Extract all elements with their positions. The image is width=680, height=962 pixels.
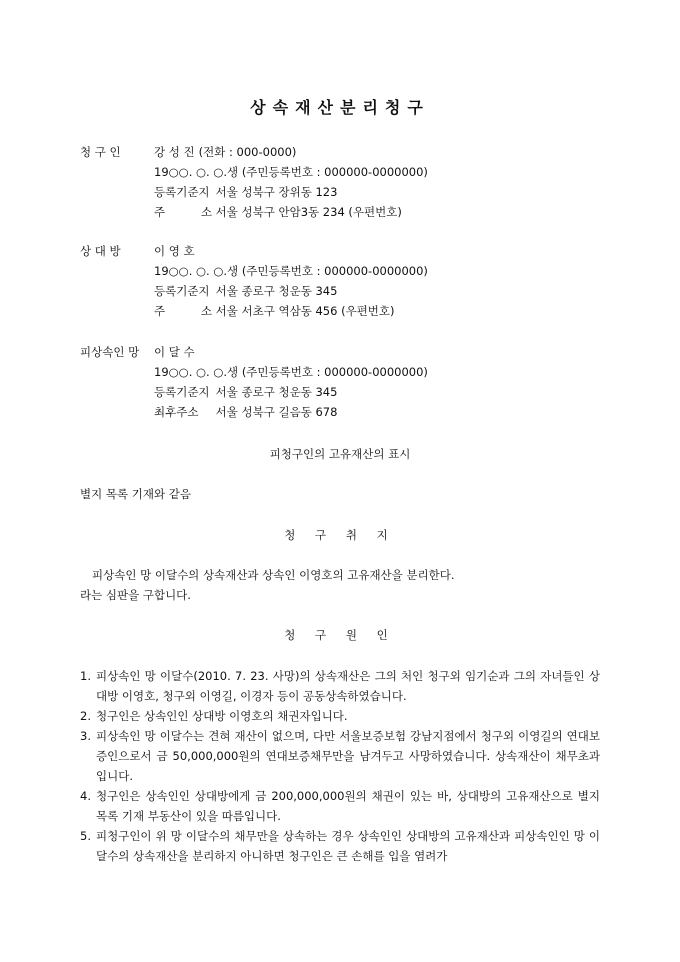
cause-item-2 (80, 706, 600, 726)
cause-list (80, 666, 600, 866)
claimant-phone: (전화 : 000-0000) (198, 145, 297, 159)
cause-number: 1. (80, 669, 91, 683)
respondent-registry: 서울 종로구 청운동 345 (215, 284, 338, 298)
document-title: 상속재산분리청구 (250, 98, 430, 117)
deceased-role: 피상속인 망 (80, 345, 140, 359)
deceased-name: 이 달 수 (154, 345, 195, 359)
respondent-registry-label: 등록기준지 (154, 284, 210, 298)
purpose-line-2: 라는 심판을 구합니다. (80, 588, 191, 602)
respondent-name: 이 영 호 (154, 244, 195, 258)
property-text: 별지 목록 기재와 같음 (80, 487, 191, 501)
deceased-registry: 서울 종로구 청운동 345 (215, 385, 338, 399)
cause-item-1 (80, 666, 600, 706)
cause-number: 3. (80, 729, 91, 743)
cause-text: 피청구인이 위 망 이달수의 채무만을 상속하는 경우 상속인인 상대방의 고유재산과 피상속인인 망 이달수의 상속재산을 분리하지 아니하면 청구인은 큰 손해를 입을 염려가 (96, 829, 600, 863)
cause-text: 청구인은 상속인인 상대방 이영호의 채권자입니다. (96, 709, 348, 723)
cause-number: 5. (80, 829, 91, 843)
deceased-address: 서울 성북구 길음동 678 (215, 405, 338, 419)
claimant-name: 강 성 진 (154, 145, 195, 159)
cause-item-3 (80, 726, 600, 786)
cause-number: 4. (80, 789, 91, 803)
claimant-address: 서울 성북구 안암3동 234 (우편번호) (215, 205, 402, 219)
claimant-block (80, 142, 640, 222)
deceased-birth: 19○○. ○. ○.생 (주민등록번호 : 000000-0000000) (154, 365, 428, 379)
cause-text: 피상속인 망 이달수(2010. 7. 23. 사망)의 상속재산은 그의 처인 청구외 임기순과 그의 자녀들인 상대방 이영호, 청구외 이영길, 이경자 등이 공동상속하였습니다. (96, 669, 600, 703)
claimant-registry-label: 등록기준지 (154, 185, 210, 199)
cause-text: 청구인은 상속인인 상대방에게 금 200,000,000원의 채권이 있는 바, 상대방의 고유재산으로 별지 목록 기재 부동산이 있을 따름입니다. (96, 789, 600, 823)
property-heading: 피청구인의 고유재산의 표시 (269, 447, 411, 461)
claimant-role: 청 구 인 (80, 145, 121, 159)
respondent-role: 상 대 방 (80, 244, 121, 258)
claimant-birth: 19○○. ○. ○.생 (주민등록번호 : 000000-0000000) (154, 165, 428, 179)
cause-item-4 (80, 786, 600, 826)
claimant-address-label: 주 소 (154, 205, 212, 219)
cause-item-5 (80, 826, 600, 866)
cause-number: 2. (80, 709, 91, 723)
deceased-registry-label: 등록기준지 (154, 385, 210, 399)
respondent-block (80, 241, 640, 321)
respondent-birth: 19○○. ○. ○.생 (주민등록번호 : 000000-0000000) (154, 264, 428, 278)
respondent-address: 서울 서초구 역삼동 456 (우편번호) (215, 304, 395, 318)
cause-text: 피상속인 망 이달수는 견혀 재산이 없으며, 다만 서울보증보험 강남지점에서 청구외 이영길의 연대보증인으로서 금 50,000,000원의 연대보증채무만을 남겨두고 사망하였습니다. 상속재산이 채무초과입니다. (96, 729, 600, 783)
deceased-address-label: 최후주소 (154, 405, 199, 419)
deceased-block (80, 342, 640, 422)
claimant-registry: 서울 성북구 장위동 123 (215, 185, 338, 199)
purpose-line-1: 피상속인 망 이달수의 상속재산과 상속인 이영호의 고유재산을 분리한다. (92, 568, 455, 582)
cause-heading: 청 구 원 인 (284, 628, 396, 642)
respondent-address-label: 주 소 (154, 304, 212, 318)
purpose-heading: 청 구 취 지 (284, 528, 396, 542)
